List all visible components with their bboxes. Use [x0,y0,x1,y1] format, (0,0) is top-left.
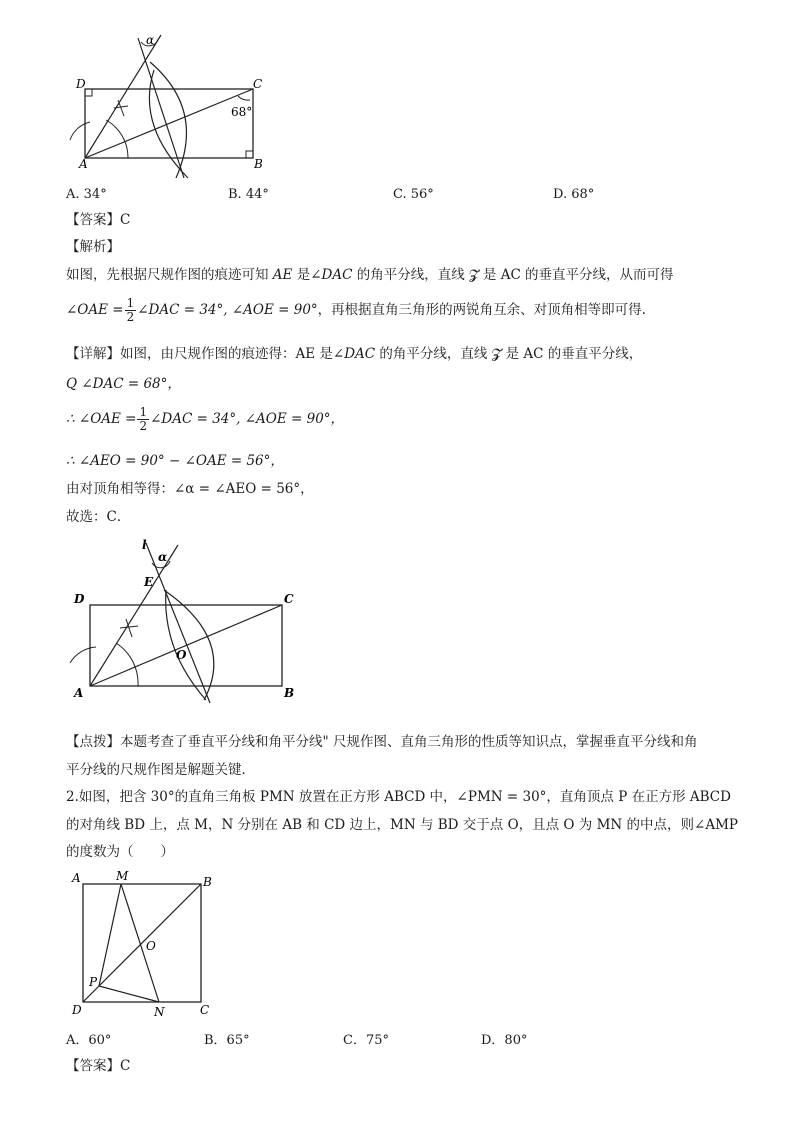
q2-stem-line-2: 的对角线 BD 上，点 M，N 分别在 AB 和 CD 边上，MN 与 BD 交于点 O，且点 O 为 MN 的中点，则∠AMP [66,817,738,833]
answer-1: 【答案】C [66,212,131,228]
detail-line-1: 【详解】如图，由尺规作图的痕迹得：AE 是∠DAC 的角平分线，直线 𝓩 是 AC 的垂直平分线， [66,346,643,362]
arc-a-small-2 [70,647,96,663]
label-d-3: D [72,1003,82,1017]
label-p: P [89,975,98,989]
label-b: B [254,157,263,171]
figure-rectangle-construction-1 [66,30,286,180]
option-d[interactable]: D. 68° [553,187,595,202]
figure-square-triangle [66,866,226,1026]
angle-c-arc [238,96,250,100]
label-68: 68° [231,105,253,119]
fraction-half-2: $\frac{1}{2}$ [139,405,148,433]
arc-a-small [70,122,90,140]
label-d: D [76,77,86,91]
segment-pn [99,986,159,1002]
analysis-line-2: ∠OAE = $\frac{1}{2}$ ∠DAC = 34°, ∠AOE = 90°，再根据直角三角形的两锐角互余、对顶角相等即可得. [66,296,646,324]
detail-line-3: ∴ ∠OAE = $\frac{1}{2}$ ∠DAC = 34°, ∠AOE = 90°， [66,405,345,433]
fraction-half: $\frac{1}{2}$ [126,296,135,324]
right-angle-b [246,151,253,158]
line-symbol-icon: 𝓩 [469,267,479,283]
label-e: E [144,575,154,589]
q2-option-b[interactable]: B．65° [204,1033,250,1048]
analysis-line-1: 如图，先根据尺规作图的痕迹可知 AE 是∠DAC 的角平分线，直线 𝓩 是 AC 的垂直平分线，从而可得 [66,267,674,283]
label-d-2: D [74,592,85,606]
line-symbol-icon: 𝓩 [491,346,502,362]
label-alpha-2: α [158,550,168,564]
label-a-2: A [74,686,84,700]
label-c-2: C [284,592,294,606]
tip-line-1: 【点拨】本题考查了垂直平分线和角平分线" 尺规作图、直角三角形的性质等知识点，掌握垂直平分线和角 [66,734,698,750]
label-n: N [154,1005,165,1019]
q2-option-c[interactable]: C．75° [343,1033,389,1048]
option-c[interactable]: C. 56° [393,187,434,202]
arc-a [106,120,128,158]
label-c-3: C [200,1003,210,1017]
label-b-3: B [203,875,212,889]
arc-a-2 [116,643,138,686]
option-a[interactable]: A. 34° [66,187,107,202]
label-b-2: B [284,686,295,700]
option-b[interactable]: B. 44° [228,187,269,202]
diagonal-bd [83,884,201,1002]
detail-line-5: 由对顶角相等得：∠α = ∠AEO = 56°， [66,481,314,497]
detail-line-4: ∴ ∠AEO = 90° − ∠OAE = 56°， [66,453,284,469]
figure-rectangle-construction-2 [66,535,306,705]
detail-line-2: Q ∠DAC = 68°， [66,376,181,392]
q2-option-a[interactable]: A．60° [66,1033,112,1048]
diagonal-ac [85,89,253,158]
detail-line-6: 故选：C． [66,509,131,525]
label-c: C [253,77,263,91]
label-alpha: α [146,33,155,47]
q2-option-d[interactable]: D．80° [481,1033,528,1048]
right-angle-d [85,89,92,96]
arc-right [150,62,186,178]
answer-2: 【答案】C [66,1058,131,1074]
perpendicular-bisector [138,38,184,178]
tip-line-2: 平分线的尺规作图是解题关键． [66,762,255,778]
label-a: A [79,157,88,171]
segment-mp [99,884,121,986]
arc-cross [114,100,128,116]
label-m: M [116,869,129,883]
q2-stem-line-3: 的度数为（ ） [66,844,174,860]
label-a-3: A [72,871,81,885]
q2-stem-line-1: 2.如图，把含 30°的直角三角板 PMN 放置在正方形 ABCD 中，∠PMN = 30°，直角顶点 P 在正方形 ABCD [66,789,731,805]
label-l: l [142,538,147,552]
label-o: O [176,648,187,662]
label-o-3: O [146,939,156,953]
analysis-title: 【解析】 [66,239,120,255]
